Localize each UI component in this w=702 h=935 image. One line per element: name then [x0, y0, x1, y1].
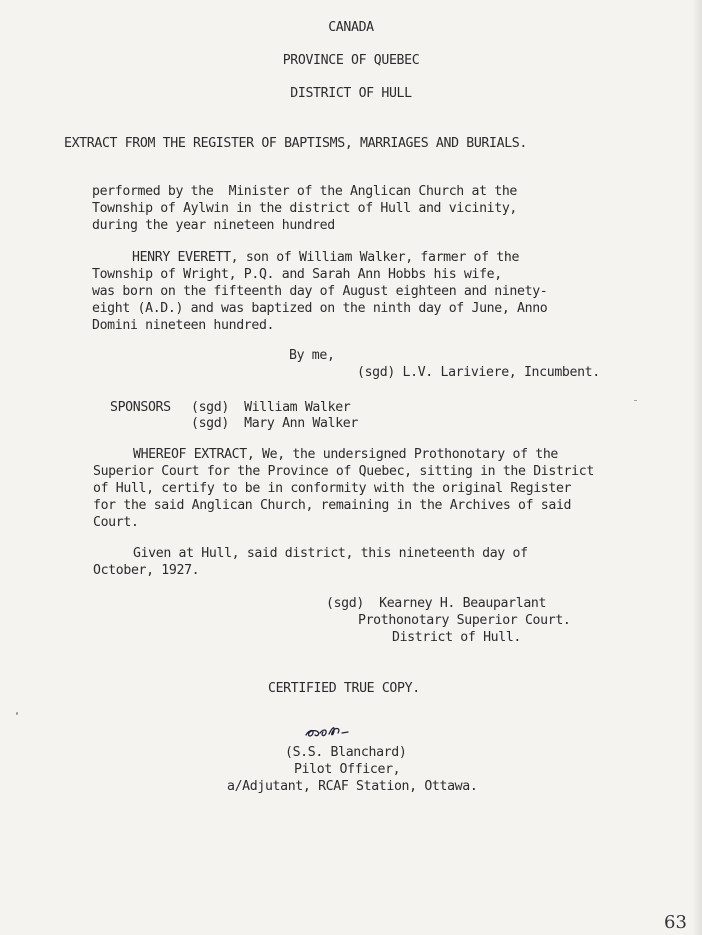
certifier-station: a/Adjutant, RCAF Station, Ottawa.: [227, 779, 478, 794]
intro-line: Township of Aylwin in the district of Hull and vicinity,: [92, 201, 518, 216]
certifier-name: (S.S. Blanchard): [285, 745, 407, 760]
prothonotary-district: District of Hull.: [392, 630, 522, 645]
given-line: Given at Hull, said district, this nineteenth day of: [133, 546, 528, 561]
record-line: was born on the fifteenth day of August eighteen and ninety-: [92, 284, 548, 299]
record-line: eight (A.D.) and was baptized on the ninth day of June, Anno: [92, 301, 548, 316]
whereof-line: Superior Court for the Province of Quebec, sitting in the District: [93, 464, 594, 479]
header-province: PROVINCE OF QUEBEC: [282, 53, 420, 68]
paper-speck: [634, 400, 637, 401]
record-line: Township of Wright, P.Q. and Sarah Ann Hobbs his wife,: [92, 267, 502, 282]
record-line: Domini nineteen hundred.: [92, 318, 275, 333]
prothonotary-signature: (sgd) Kearney H. Beauparlant: [326, 596, 547, 611]
intro-line: performed by the Minister of the Anglican Church at the: [92, 184, 518, 199]
page-edge-shadow: [692, 0, 702, 935]
sponsor-line: (sgd) William Walker: [191, 400, 351, 415]
header-country: CANADA: [328, 20, 374, 35]
by-me: By me,: [289, 348, 335, 363]
certifier-rank: Pilot Officer,: [294, 762, 401, 777]
intro-line: during the year nineteen hundred: [92, 218, 335, 233]
whereof-line: WHEREOF EXTRACT, We, the undersigned Prothonotary of the: [133, 447, 559, 462]
whereof-line: Court.: [93, 515, 139, 530]
page-number: 63: [664, 912, 687, 933]
header-district: DISTRICT OF HULL: [290, 86, 412, 101]
paper-speck: [16, 712, 18, 715]
document-title: EXTRACT FROM THE REGISTER OF BAPTISMS, MARRIAGES AND BURIALS.: [64, 136, 527, 151]
certified-true-copy: CERTIFIED TRUE COPY.: [268, 681, 420, 696]
prothonotary-title: Prothonotary Superior Court.: [358, 613, 571, 628]
whereof-line: of Hull, certify to be in conformity with the original Register: [93, 481, 572, 496]
sponsor-line: (sgd) Mary Ann Walker: [191, 416, 358, 431]
record-line: HENRY EVERETT, son of William Walker, farmer of the: [132, 250, 520, 265]
handwritten-initials-signature: [300, 716, 360, 742]
sponsors-label: SPONSORS: [110, 400, 171, 415]
officiant-signature: (sgd) L.V. Lariviere, Incumbent.: [357, 365, 600, 380]
whereof-line: for the said Anglican Church, remaining in the Archives of said: [93, 498, 572, 513]
given-line: October, 1927.: [93, 563, 200, 578]
